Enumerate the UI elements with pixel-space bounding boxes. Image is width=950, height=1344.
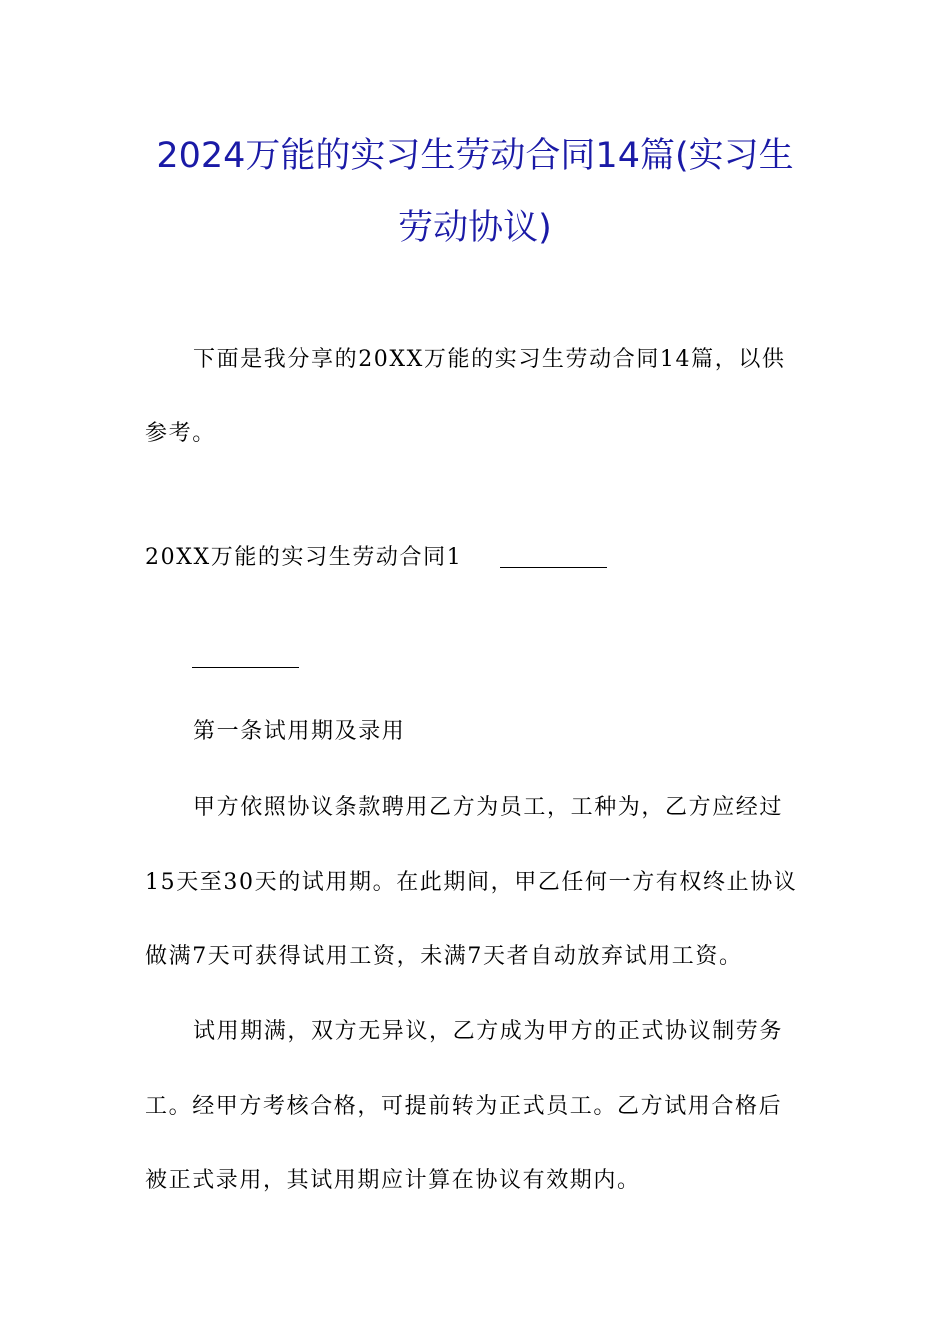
paragraph-1-line-2: 15天至30天的试用期。在此期间，甲乙任何一方有权终止协议 (145, 870, 798, 895)
blank-underline-1 (500, 567, 607, 568)
blank-underline-2 (192, 667, 299, 668)
document-title-line-2: 劳动协议) (398, 208, 552, 248)
paragraph-1-line-3: 做满7天可获得试用工资，未满7天者自动放弃试用工资。 (145, 944, 743, 969)
document-title-line-1: 2024万能的实习生劳动合同14篇(实习生 (156, 136, 794, 176)
article-1-title: 第一条试用期及录用 (193, 719, 406, 744)
intro-line-1: 下面是我分享的20XX万能的实习生劳动合同14篇，以供 (193, 347, 786, 372)
paragraph-2-line-2: 工。经甲方考核合格，可提前转为正式员工。乙方试用合格后 (145, 1094, 783, 1119)
intro-line-2: 参考。 (145, 421, 216, 446)
paragraph-2-line-3: 被正式录用，其试用期应计算在协议有效期内。 (145, 1168, 641, 1193)
paragraph-1-line-1: 甲方依照协议条款聘用乙方为员工，工种为，乙方应经过 (193, 795, 784, 820)
contract-heading: 20XX万能的实习生劳动合同1 (145, 545, 463, 570)
paragraph-2-line-1: 试用期满，双方无异议，乙方成为甲方的正式协议制劳务 (193, 1019, 784, 1044)
